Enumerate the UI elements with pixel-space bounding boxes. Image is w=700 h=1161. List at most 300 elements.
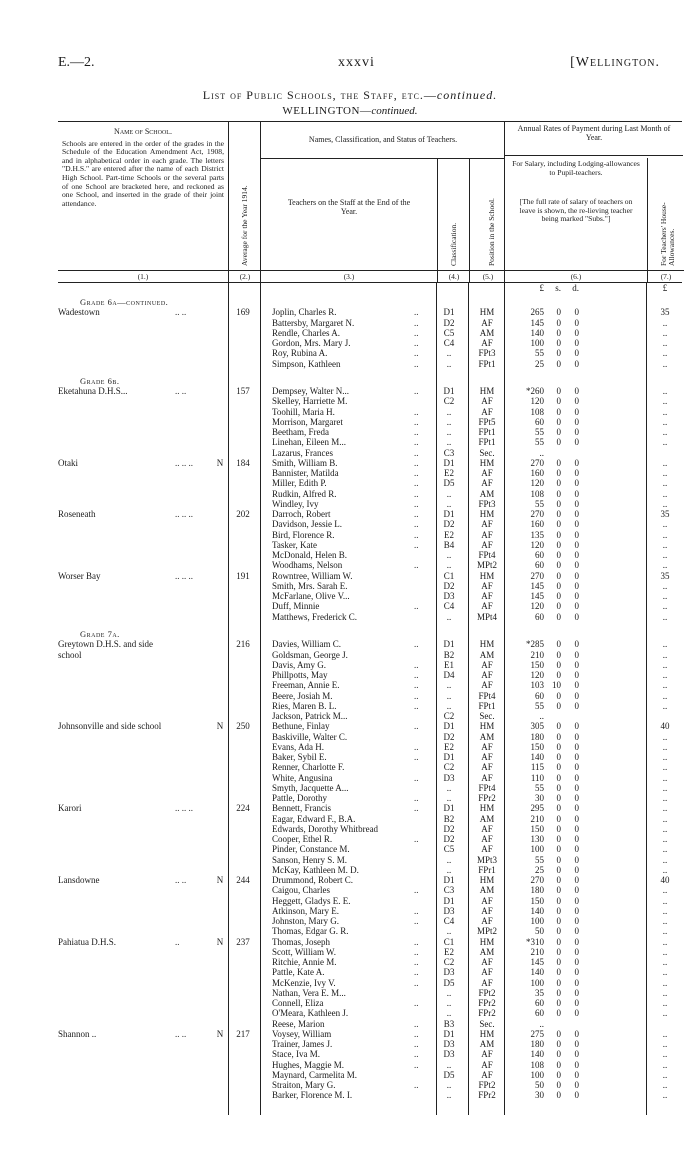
table-row bbox=[58, 773, 682, 783]
classification: .. bbox=[446, 437, 452, 448]
position: AF bbox=[481, 670, 493, 681]
teacher-name: McDonald, Helen B. bbox=[272, 550, 347, 561]
house-allowance: .. bbox=[662, 977, 668, 988]
house-allowance: .. bbox=[662, 659, 668, 670]
table-row bbox=[58, 1049, 682, 1059]
table-row bbox=[58, 650, 682, 660]
house-allowance: .. bbox=[662, 539, 668, 550]
page-title-continued: continued. bbox=[436, 88, 498, 102]
teacher-name: Darroch, Robert bbox=[272, 509, 331, 520]
school-name: Pahiatua D.H.S. bbox=[58, 936, 116, 947]
house-allowance: .. bbox=[662, 1028, 668, 1039]
house-allowance: .. bbox=[662, 967, 668, 978]
salary-pounds: 120 bbox=[530, 670, 544, 681]
salary-pounds: 108 bbox=[530, 488, 544, 499]
salary-pence: 0 bbox=[574, 864, 579, 875]
house-allowance: .. bbox=[662, 317, 668, 328]
classification: .. bbox=[446, 348, 452, 359]
position: FPt1 bbox=[478, 427, 496, 438]
house-allowance: .. bbox=[662, 427, 668, 438]
table-row bbox=[58, 660, 682, 670]
house-allowance: .. bbox=[662, 946, 668, 957]
salary-pence: 0 bbox=[574, 317, 579, 328]
teacher-name: Bennett, Francis bbox=[272, 803, 331, 814]
classification: D2 bbox=[443, 317, 455, 328]
classification: C3 bbox=[443, 447, 455, 458]
salary-pence: 0 bbox=[574, 1028, 579, 1039]
salary-shillings: 0 bbox=[556, 793, 561, 804]
table-row bbox=[58, 793, 682, 803]
salary-pounds: 55 bbox=[535, 348, 544, 359]
house-allowance: .. bbox=[662, 338, 668, 348]
teacher-name: Evans, Ada H. bbox=[272, 741, 324, 752]
salary-shillings: 0 bbox=[556, 591, 561, 602]
teacher-name: Pinder, Constance M. bbox=[272, 844, 350, 855]
teacher-name: McKenzie, Ivy V. bbox=[272, 977, 336, 988]
teacher-name: Duff, Minnie bbox=[272, 601, 320, 612]
classification: .. bbox=[446, 690, 452, 701]
salary-pence: 0 bbox=[574, 916, 579, 927]
salary-shillings: 0 bbox=[556, 580, 561, 591]
position: FPr2 bbox=[478, 1090, 496, 1101]
position: HM bbox=[479, 457, 495, 468]
classification: D1 bbox=[443, 895, 455, 906]
house-allowance: .. bbox=[662, 560, 668, 571]
table-row bbox=[58, 680, 682, 690]
house-allowance: .. bbox=[662, 327, 668, 338]
table-row bbox=[58, 540, 682, 550]
teacher-name: Ries, Maren B. L. bbox=[272, 700, 337, 711]
teacher-name: Joplin, Charles R. bbox=[272, 307, 337, 318]
house-allowance: .. bbox=[662, 752, 668, 763]
classification: C2 bbox=[443, 396, 455, 407]
teacher-name: Smyth, Jacquette A... bbox=[272, 782, 349, 793]
school-dots: .. .. bbox=[175, 1028, 187, 1039]
teacher-dots: .. bbox=[414, 358, 419, 369]
position: HM bbox=[479, 307, 495, 318]
teacher-name: Stace, Iva M. bbox=[272, 1049, 320, 1060]
classification: C4 bbox=[443, 601, 455, 612]
position: MPt3 bbox=[476, 854, 497, 865]
house-allowance: .. bbox=[662, 611, 668, 622]
salary-pence: 0 bbox=[574, 772, 579, 783]
salary-pounds: 270 bbox=[530, 457, 544, 468]
salary-pounds: 145 bbox=[530, 317, 544, 328]
teacher-dots: .. bbox=[414, 1039, 419, 1050]
teacher-name: Davis, Amy G. bbox=[272, 659, 326, 670]
classification: D3 bbox=[443, 967, 455, 978]
classification: D2 bbox=[443, 731, 455, 742]
classification: .. bbox=[446, 498, 452, 509]
teacher-dots: .. bbox=[414, 447, 419, 458]
salary-pounds: .. bbox=[539, 1018, 544, 1029]
salary-shillings: 0 bbox=[556, 659, 561, 670]
school-dots: .. .. .. bbox=[175, 803, 193, 814]
teacher-name: McFarlane, Olive V... bbox=[272, 591, 350, 602]
classification: C1 bbox=[443, 936, 455, 947]
grade-heading bbox=[58, 376, 682, 386]
teacher-name: Bannister, Matilda bbox=[272, 468, 339, 479]
position: AF bbox=[481, 680, 493, 691]
classification: D2 bbox=[443, 834, 455, 845]
position: AF bbox=[481, 741, 493, 752]
school-dots: .. bbox=[175, 936, 180, 947]
teacher-name: Reese, Marion bbox=[272, 1018, 325, 1029]
salary-shillings: 0 bbox=[556, 348, 561, 359]
table-row bbox=[58, 612, 682, 622]
position: AF bbox=[481, 468, 493, 479]
salary-shillings: 0 bbox=[556, 457, 561, 468]
salary-pence: 0 bbox=[574, 580, 579, 591]
teacher-name: Windley, Ivy bbox=[272, 498, 319, 509]
table-row bbox=[58, 998, 682, 1008]
house-allowance: 35 bbox=[660, 509, 670, 520]
salary-pence: 0 bbox=[574, 762, 579, 773]
table-row bbox=[58, 427, 682, 437]
school-flag: N bbox=[216, 875, 224, 886]
table-row bbox=[58, 844, 682, 854]
average-attendance: 169 bbox=[236, 307, 250, 318]
salary-pence: 0 bbox=[574, 659, 579, 670]
teacher-name: Davies, William C. bbox=[272, 639, 341, 650]
salary-pence: 0 bbox=[574, 560, 579, 571]
table-row bbox=[58, 571, 682, 581]
salary-pounds: 50 bbox=[535, 1080, 544, 1091]
teacher-dots: .. bbox=[414, 659, 419, 670]
salary-pounds: 115 bbox=[530, 762, 544, 773]
average-attendance: 217 bbox=[236, 1028, 250, 1039]
house-allowance: .. bbox=[662, 457, 668, 468]
salary-pence: 0 bbox=[574, 1069, 579, 1080]
salary-pence: 0 bbox=[574, 1008, 579, 1019]
table-row bbox=[58, 711, 682, 721]
teacher-dots: .. bbox=[414, 416, 419, 427]
classification-header bbox=[437, 158, 470, 282]
classification: .. bbox=[446, 987, 452, 998]
salary-shillings: 0 bbox=[556, 670, 561, 681]
salary-pence: 0 bbox=[574, 396, 579, 407]
house-allowance: .. bbox=[662, 416, 668, 427]
salary-shillings: 0 bbox=[556, 427, 561, 438]
classification: E2 bbox=[444, 529, 454, 540]
position: Sec. bbox=[479, 711, 495, 722]
table-row bbox=[58, 338, 682, 348]
col-num-3: (3.) bbox=[261, 270, 437, 282]
salary-pounds: 60 bbox=[535, 416, 544, 427]
table-row bbox=[58, 468, 682, 478]
salary-shillings: 0 bbox=[556, 1049, 561, 1060]
salary-shillings: 0 bbox=[556, 864, 561, 875]
salary-pence: 0 bbox=[574, 1059, 579, 1070]
position: AM bbox=[479, 946, 495, 957]
teacher-dots: .. bbox=[414, 478, 419, 489]
grade-label: Grade 6a—continued. bbox=[80, 297, 169, 307]
table-row bbox=[58, 437, 682, 447]
teacher-name: Woodhams, Nelson bbox=[272, 560, 343, 571]
salary-shillings: 0 bbox=[556, 977, 561, 988]
salary-pounds: 103 bbox=[530, 680, 544, 691]
position: AF bbox=[481, 659, 493, 670]
salary-pence: 0 bbox=[574, 793, 579, 804]
classification: .. bbox=[446, 1080, 452, 1091]
position: FPt1 bbox=[478, 437, 496, 448]
salary-shillings: 0 bbox=[556, 926, 561, 937]
classification: D2 bbox=[443, 519, 455, 530]
position: AF bbox=[481, 762, 493, 773]
salary-shillings: 0 bbox=[556, 690, 561, 701]
table-row bbox=[58, 824, 682, 834]
position: AF bbox=[481, 317, 493, 328]
teachers-staff-header bbox=[261, 158, 437, 282]
classification: E1 bbox=[444, 659, 454, 670]
house-allowance: .. bbox=[662, 731, 668, 742]
teacher-name: Ritchie, Annie M. bbox=[272, 957, 337, 968]
teacher-name: Morrison, Margaret bbox=[272, 416, 343, 427]
teacher-name: Straiton, Mary G. bbox=[272, 1080, 336, 1091]
teacher-dots: .. bbox=[414, 670, 419, 681]
currency-pound: £ bbox=[539, 283, 544, 293]
salary-pence: 0 bbox=[574, 936, 579, 947]
classification: .. bbox=[446, 864, 452, 875]
teacher-dots: .. bbox=[414, 905, 419, 916]
teacher-dots: .. bbox=[414, 1049, 419, 1060]
salary-shillings: 0 bbox=[556, 307, 561, 318]
position: AF bbox=[481, 338, 493, 348]
house-allowance: .. bbox=[662, 772, 668, 783]
salary-shillings: 0 bbox=[556, 854, 561, 865]
teacher-name: Goldsman, George J. bbox=[272, 649, 348, 660]
teacher-name: Toohill, Maria H. bbox=[272, 406, 335, 417]
col-num-4: (4.) bbox=[438, 270, 470, 282]
position: HM bbox=[479, 875, 495, 886]
salary-pence: 0 bbox=[574, 386, 579, 397]
teacher-dots: .. bbox=[414, 1059, 419, 1070]
salary-shillings: 0 bbox=[556, 478, 561, 489]
position: AF bbox=[481, 529, 493, 540]
salary-pence: 0 bbox=[574, 468, 579, 479]
school-dots: .. .. .. bbox=[175, 570, 193, 581]
salary-pounds: 35 bbox=[535, 987, 544, 998]
classification: D1 bbox=[443, 386, 455, 397]
teacher-dots: .. bbox=[414, 406, 419, 417]
classification: .. bbox=[446, 358, 452, 369]
salary-pounds: 55 bbox=[535, 498, 544, 509]
table-row bbox=[58, 865, 682, 875]
salary-pounds: 180 bbox=[530, 1039, 544, 1050]
table-row bbox=[58, 834, 682, 844]
salary-pounds: 55 bbox=[535, 700, 544, 711]
position: AF bbox=[481, 519, 493, 530]
salary-shillings: 0 bbox=[556, 987, 561, 998]
salary-shillings: 0 bbox=[556, 317, 561, 328]
salary-pence: 0 bbox=[574, 406, 579, 417]
classification: .. bbox=[446, 1008, 452, 1019]
teacher-name: Barker, Florence M. I. bbox=[272, 1090, 353, 1101]
salary-pounds: 150 bbox=[530, 895, 544, 906]
salary-shillings: 0 bbox=[556, 772, 561, 783]
teacher-name: Dempsey, Walter N... bbox=[272, 386, 350, 397]
teacher-name: Maynard, Carmelita M. bbox=[272, 1069, 357, 1080]
teacher-dots: .. bbox=[414, 317, 419, 328]
salary-shillings: 0 bbox=[556, 468, 561, 479]
house-allowance: .. bbox=[662, 813, 668, 824]
house-allowance: .. bbox=[662, 386, 668, 397]
salary-shillings: 0 bbox=[556, 905, 561, 916]
table-row bbox=[58, 957, 682, 967]
district-subtitle bbox=[0, 105, 700, 117]
staff-table bbox=[58, 283, 682, 1115]
salary-pence: 0 bbox=[574, 1080, 579, 1091]
salary-pounds: 120 bbox=[530, 601, 544, 612]
table-row bbox=[58, 691, 682, 701]
teacher-name: Thomas, Edgar G. R. bbox=[272, 926, 349, 937]
salary-shillings: 0 bbox=[556, 1059, 561, 1070]
school-dots: .. .. bbox=[175, 386, 187, 397]
salary-pence: 0 bbox=[574, 731, 579, 742]
classification: D3 bbox=[443, 1049, 455, 1060]
salary-pounds: 150 bbox=[530, 823, 544, 834]
classification: .. bbox=[446, 854, 452, 865]
annual-heading: Annual Rates of Payment during Last Month of Year. bbox=[505, 124, 683, 156]
table-row bbox=[58, 417, 682, 427]
classification: D1 bbox=[443, 803, 455, 814]
teacher-dots: .. bbox=[414, 307, 419, 318]
house-allowance: .. bbox=[662, 1049, 668, 1060]
currency-shillings: s. bbox=[555, 283, 561, 293]
table-header bbox=[58, 121, 682, 283]
house-allowance: .. bbox=[662, 550, 668, 561]
table-row bbox=[58, 885, 682, 895]
salary-shillings: 0 bbox=[556, 396, 561, 407]
house-allowance: .. bbox=[662, 987, 668, 998]
salary-shillings: 0 bbox=[556, 752, 561, 763]
position: HM bbox=[479, 386, 495, 397]
teacher-name: Beetham, Freda bbox=[272, 427, 329, 438]
position: AM bbox=[479, 731, 495, 742]
position: Sec. bbox=[479, 447, 495, 458]
salary-pence: 0 bbox=[574, 519, 579, 530]
house-allowance: .. bbox=[662, 358, 668, 369]
house-allowance: .. bbox=[662, 396, 668, 407]
salary-pence: 0 bbox=[574, 803, 579, 814]
classification: C2 bbox=[443, 762, 455, 773]
salary-shillings: 0 bbox=[556, 1080, 561, 1091]
salary-pounds: 275 bbox=[530, 1028, 544, 1039]
table-row bbox=[58, 550, 682, 560]
teacher-name: Rowntree, William W. bbox=[272, 570, 353, 581]
house-allowance: .. bbox=[662, 348, 668, 359]
teacher-name: Rendle, Charles A. bbox=[272, 327, 340, 338]
classification: C4 bbox=[443, 338, 455, 348]
table-row bbox=[58, 947, 682, 957]
salary-shillings: 0 bbox=[556, 386, 561, 397]
classification: C2 bbox=[443, 711, 455, 722]
classification: C2 bbox=[443, 957, 455, 968]
table-row bbox=[58, 1080, 682, 1090]
house-allowance: .. bbox=[662, 844, 668, 855]
salary-pounds: 180 bbox=[530, 885, 544, 896]
table-row bbox=[58, 752, 682, 762]
salary-pounds: 55 bbox=[535, 427, 544, 438]
salary-shillings: 0 bbox=[556, 519, 561, 530]
position: HM bbox=[479, 1028, 495, 1039]
position: AM bbox=[479, 813, 495, 824]
grade-heading bbox=[58, 629, 682, 639]
teacher-name: Caigou, Charles bbox=[272, 885, 330, 896]
teacher-dots: .. bbox=[414, 560, 419, 571]
house-allowance: .. bbox=[662, 639, 668, 650]
table-row bbox=[58, 519, 682, 529]
teacher-name: Gordon, Mrs. Mary J. bbox=[272, 338, 351, 348]
salary-shillings: 0 bbox=[556, 338, 561, 348]
salary-pence: 0 bbox=[574, 327, 579, 338]
salary-pence: 0 bbox=[574, 478, 579, 489]
average-heading: Average for the Year 1914. bbox=[240, 185, 249, 266]
teacher-name: Thomas, Joseph bbox=[272, 936, 330, 947]
salary-pounds: 60 bbox=[535, 998, 544, 1009]
salary-shillings: 0 bbox=[556, 529, 561, 540]
teacher-dots: .. bbox=[414, 338, 419, 348]
position: HM bbox=[479, 803, 495, 814]
salary-pence: 0 bbox=[574, 957, 579, 968]
teacher-dots: .. bbox=[414, 680, 419, 691]
salary-pounds: 100 bbox=[530, 844, 544, 855]
average-column-header bbox=[228, 122, 261, 282]
salary-pence: 0 bbox=[574, 427, 579, 438]
salary-pounds: 140 bbox=[530, 1049, 544, 1060]
classification: D3 bbox=[443, 905, 455, 916]
teacher-dots: .. bbox=[414, 1080, 419, 1091]
salary-pounds: 60 bbox=[535, 1008, 544, 1019]
position: FPt1 bbox=[478, 700, 496, 711]
teacher-name: Roy, Rubina A. bbox=[272, 348, 328, 359]
house-allowance: 35 bbox=[660, 307, 670, 318]
house-allowance: .. bbox=[662, 1008, 668, 1019]
position: AF bbox=[481, 539, 493, 550]
salary-pounds: 160 bbox=[530, 519, 544, 530]
table-row bbox=[58, 1019, 682, 1029]
classification: D3 bbox=[443, 772, 455, 783]
house-allowance: .. bbox=[662, 406, 668, 417]
teacher-dots: .. bbox=[414, 721, 419, 732]
salary-pence: 0 bbox=[574, 700, 579, 711]
salary-pence: 0 bbox=[574, 895, 579, 906]
table-row bbox=[58, 448, 682, 458]
salary-pounds: 55 bbox=[535, 782, 544, 793]
running-header bbox=[58, 55, 660, 75]
salary-pence: 0 bbox=[574, 1090, 579, 1101]
salary-shillings: 0 bbox=[556, 844, 561, 855]
position: FPr1 bbox=[478, 864, 496, 875]
classification: .. bbox=[446, 1090, 452, 1101]
school-name: Eketahuna D.H.S... bbox=[58, 386, 128, 397]
position: AF bbox=[481, 406, 493, 417]
salary-pence: 0 bbox=[574, 457, 579, 468]
currency-pound-allowance: £ bbox=[662, 283, 668, 293]
table-row bbox=[58, 937, 682, 947]
house-allowance: .. bbox=[662, 936, 668, 947]
teacher-name: Miller, Edith P. bbox=[272, 478, 327, 489]
table-row bbox=[58, 478, 682, 488]
salary-shillings: 0 bbox=[556, 611, 561, 622]
position: FPr2 bbox=[478, 998, 496, 1009]
salary-shillings: 10 bbox=[552, 680, 561, 691]
salary-pence: 0 bbox=[574, 307, 579, 318]
position: HM bbox=[479, 570, 495, 581]
table-row bbox=[58, 732, 682, 742]
table-row bbox=[58, 896, 682, 906]
house-allowance: .. bbox=[662, 864, 668, 875]
